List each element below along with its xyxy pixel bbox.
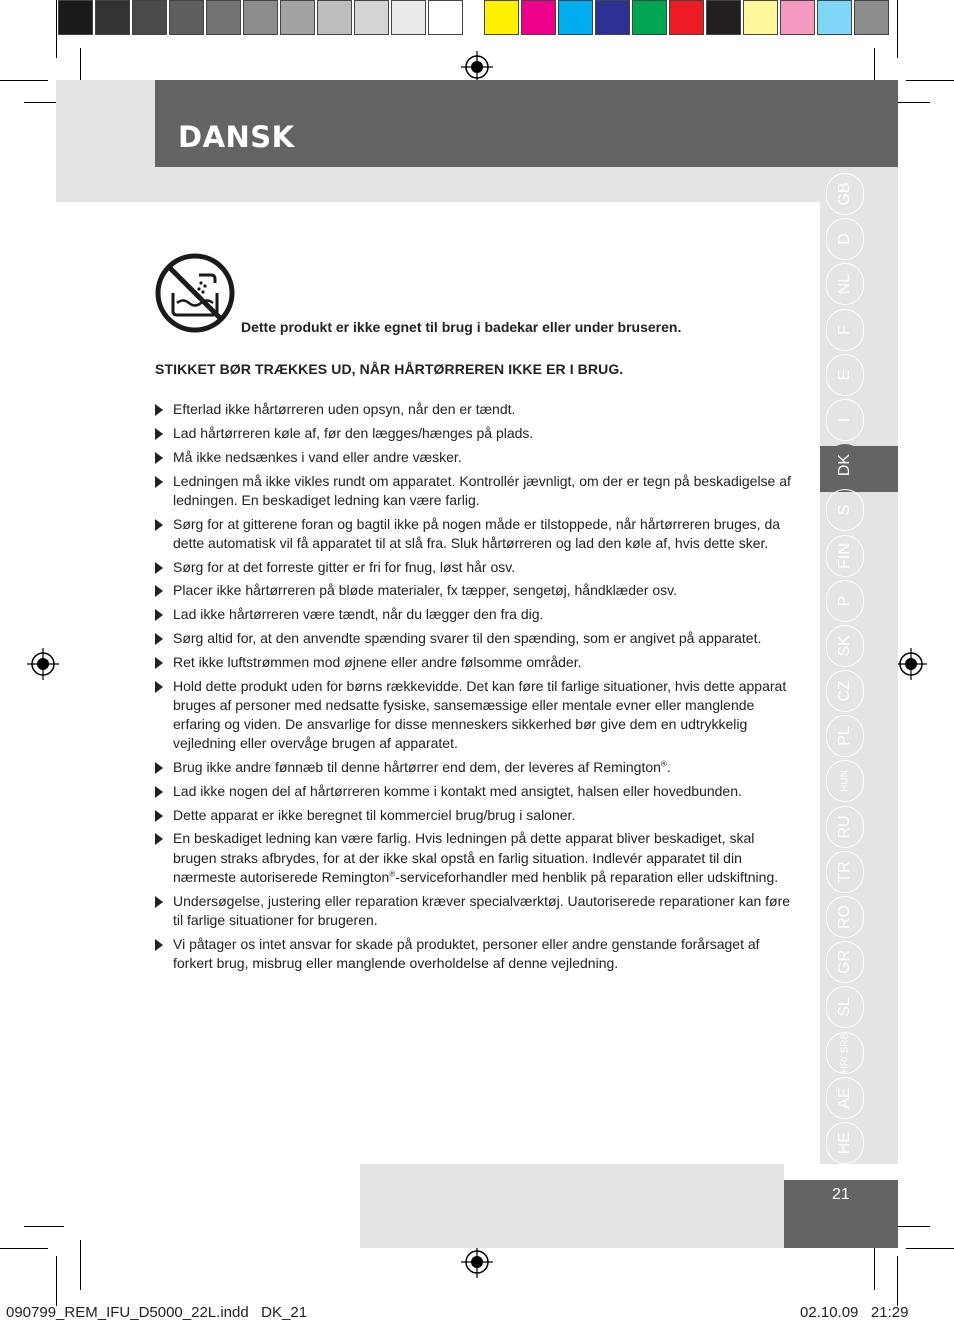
language-tab[interactable] [826,670,864,712]
registration-mark-icon [895,648,927,680]
language-tab-label: F [836,324,853,335]
list-item [155,806,795,825]
bath-warning-text: Dette produkt er ikke egnet til brug i badekar eller under bruseren. [241,319,682,335]
language-tab-label: CZ [836,680,853,702]
color-calibration-bar [484,0,891,38]
language-tab-label: RU [836,815,853,839]
bullet-triangle-icon [155,476,163,488]
language-tab[interactable] [826,896,864,938]
color-swatch [132,0,167,35]
bullet-triangle-icon [155,404,163,416]
language-tab[interactable] [826,489,864,531]
color-swatch [317,0,352,35]
language-tab[interactable] [826,535,864,577]
language-tab[interactable] [826,399,864,441]
registration-mark-icon [461,51,493,83]
safety-instructions [155,250,795,978]
color-swatch [521,0,556,35]
color-swatch [169,0,204,35]
crop-mark [80,1240,81,1290]
color-swatch [558,0,593,35]
crop-mark [897,0,898,58]
list-item-text: Lad hårtørreren køle af, før den lægges/hænges på plads. [173,425,534,441]
list-item [155,424,795,443]
language-tab-label: RO [836,905,853,929]
list-item-text: Sørg for at gitterene foran og bagtil ikke på nogen måde er tilstoppede, når hårtørreren bruges, da dette automatisk vil få apparatet til at slå fra. Sluk hårtørreren og lad den køle af, hvis dette sker. [173,515,781,551]
language-tab-label: P [836,595,853,607]
list-item [155,653,795,672]
language-tab[interactable] [826,1032,864,1074]
bullet-triangle-icon [155,810,163,822]
color-swatch [484,0,519,35]
language-tab[interactable] [826,580,864,622]
list-item-text: Hold dette produkt uden for børns rækkevidde. Det kan føre til farlige situationer, hvis dette apparat bruges af personer med nedsatte fysiske, sansemæssige eller mentale evner eller manglende erfaring og viden. De ansvarlige for disse menneskers sikkerhed bør give dem en udtrykkelig vejledning eller overvåge brugen af apparatet. [173,677,787,752]
list-item [155,515,795,553]
language-tab[interactable] [826,806,864,848]
language-tab[interactable] [826,851,864,893]
language-tab[interactable] [826,173,864,215]
crop-mark [897,1256,898,1306]
list-item [155,448,795,467]
crop-mark [0,1248,48,1249]
list-item-text: . [666,758,671,775]
crop-mark [24,1226,64,1227]
language-tab-label: GR [836,950,853,975]
registered-mark: ® [389,869,396,879]
list-item-text: Må ikke nedsænkes i vand eller andre væsker. [173,448,462,465]
list-item [155,892,795,930]
crop-mark [906,1248,954,1249]
color-swatch [743,0,778,35]
language-tab-label: SK [836,635,853,657]
language-tab-label: S [836,504,853,516]
registration-mark-icon [27,648,59,680]
color-swatch [595,0,630,35]
page-title: DANSK [178,120,295,154]
color-swatch [669,0,704,35]
bullet-triangle-icon [155,896,163,908]
language-tabs [826,173,866,1167]
color-swatch [58,0,93,35]
warning-row [155,250,795,338]
language-tab[interactable] [826,444,864,486]
list-item-text: Lad ikke hårtørreren være tændt, når du lægger den fra dig. [173,606,544,623]
bullet-triangle-icon [155,609,163,621]
bullet-triangle-icon [155,562,163,574]
list-item [155,829,795,887]
bullet-triangle-icon [155,585,163,597]
list-item-text: Placer ikke hårtørreren på bløde materialer, fx tæpper, sengetøj, håndklæder osv. [173,582,677,599]
language-tab-label: DK [836,454,853,477]
list-item [155,629,795,648]
bullet-triangle-icon [155,939,163,951]
language-tab-label: HR/ SRB [839,1032,851,1073]
list-item [155,581,795,600]
language-tab-label: HE [836,1131,853,1155]
list-item-text: Ledningen må ikke vikles rundt om apparatet. Kontrollér jævnligt, om der er tegn på beskadigelse af ledningen. En beskadiget ledning kan være farlig. [173,472,791,508]
color-swatch [780,0,815,35]
language-tab-label: E [836,369,853,381]
language-tab-label: HUN [839,770,851,793]
color-swatch [817,0,852,35]
bullet-triangle-icon [155,833,163,845]
language-tab[interactable] [826,760,864,802]
crop-mark [906,80,954,81]
section-header [155,80,898,167]
list-item-text: Vi påtager os intet ansvar for skade på produktet, personer eller andre genstande forårsaget af forkert brug, misbrug eller manglende overholdelse af denne vejledning. [173,935,760,971]
list-item-text: Undersøgelse, justering eller reparation kræver specialværktøj. Uautoriserede reparationer kan føre til farlige situationer for brugeren. [173,892,791,928]
list-item [155,400,795,419]
bullet-triangle-icon [155,519,163,531]
unplug-heading: STIKKET BØR TRÆKKES UD, NÅR HÅRTØRREREN IKKE ER I BRUG. [155,361,624,377]
crop-mark [0,80,48,81]
margin-panel [56,80,155,202]
color-swatch [632,0,667,35]
bullet-triangle-icon [155,762,163,774]
bullet-triangle-icon [155,633,163,645]
language-tab-label: FIN [836,542,853,569]
color-swatch [243,0,278,35]
list-item-text: En beskadiget ledning kan være farlig. Hvis ledningen på dette apparat bliver beskadiget, skal brugen straks afbrydes, for at der ikke skal opstå en farlig situation. Indlevér apparatet til din nærmeste autoriserede Remington [173,830,755,885]
color-swatch [391,0,426,35]
list-item [155,782,795,801]
language-tab[interactable] [826,263,864,305]
margin-panel [155,167,820,202]
color-swatch [206,0,241,35]
language-tab[interactable] [826,218,864,260]
list-item-text: Sørg for at det forreste gitter er fri for fnug, løst hår osv. [173,558,516,575]
language-tab[interactable] [826,1077,864,1119]
language-tab[interactable] [826,986,864,1028]
crop-mark [56,0,57,58]
language-tab[interactable] [826,309,864,351]
registration-mark-icon [461,1246,493,1278]
crop-mark [56,1256,57,1306]
print-date: 02.10.09 21:29 [800,1304,909,1321]
file-info: 090799_REM_IFU_D5000_22L.indd DK_21 [6,1304,308,1321]
bullet-triangle-icon [155,452,163,464]
bullet-triangle-icon [155,681,163,693]
list-item [155,558,795,577]
color-swatch [428,0,463,35]
color-swatch [280,0,315,35]
list-item-text: Lad ikke nogen del af hårtørreren komme i kontakt med ansigtet, halsen eller hovedbunden. [173,782,742,799]
page-number: 21 [832,1186,850,1203]
bullet-triangle-icon [155,428,163,440]
bullet-triangle-icon [155,657,163,669]
language-tab-label: PL [836,726,853,747]
list-item-text: Sørg altid for, at den anvendte spænding svarer til den spænding, som er angivet på apparatet. [173,629,762,646]
list-item-text: Dette apparat er ikke beregnet til kommerciel brug/brug i saloner. [173,806,576,823]
list-item-text: Efterlad ikke hårtørreren uden opsyn, når den er tændt. [173,401,516,418]
page-number-box [784,1180,898,1248]
language-tab[interactable] [826,715,864,757]
language-tab-label: AE [836,1087,853,1109]
language-tab-label: TR [836,861,853,883]
color-swatch [854,0,889,35]
language-tab-label: SL [836,997,853,1018]
no-bath-shower-icon [155,253,235,333]
color-swatch [706,0,741,35]
color-swatch [354,0,389,35]
list-item [155,758,795,777]
list-item [155,935,795,973]
gray-color-bar [58,0,465,38]
registered-mark: ® [660,759,667,769]
list-item [155,605,795,624]
list-item-text: Ret ikke luftstrømmen mod øjnene eller andre følsomme områder. [173,653,582,670]
list-item [155,677,795,754]
language-tab-label: I [836,417,853,423]
list-item-text: Brug ikke andre fønnæb til denne hårtørrer end dem, der leveres af Remington [173,758,661,775]
language-tab[interactable] [826,354,864,396]
list-item [155,472,795,510]
list-item-text: -serviceforhandler med henblik på reparation eller udskiftning. [395,868,779,885]
language-tab[interactable] [826,941,864,983]
language-tab[interactable] [826,1122,864,1164]
color-swatch [95,0,130,35]
language-tab-label: GB [836,182,853,206]
language-tab-label: D [836,233,853,245]
instruction-list [155,400,795,973]
language-tab-label: NL [836,274,853,295]
footer-panel [360,1164,784,1248]
language-tab[interactable] [826,625,864,667]
bullet-triangle-icon [155,786,163,798]
